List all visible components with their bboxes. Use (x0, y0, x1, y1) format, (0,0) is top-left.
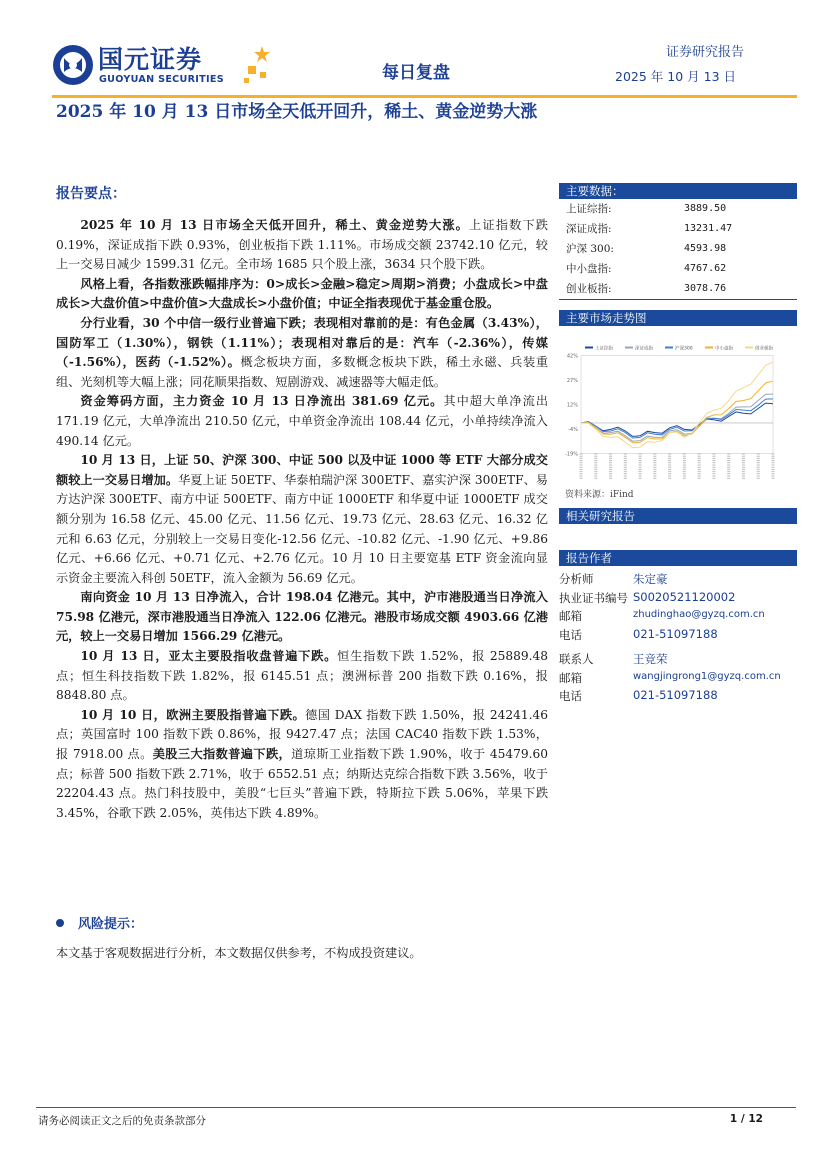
key-data-row: 深证成指: 13231.47 (566, 223, 733, 235)
key-data-heading: 主要数据： (559, 183, 797, 199)
paragraph-europe-us: 10 月 10 日，欧洲主要股指普遍下跌。德国 DAX 指数下跌 1.50%，报 24241.46 点；英国富时 100 指数下跌 0.86%，报 9427.47 点；法国 CAC40 指数下跌 1.53%，报 7918.00 点。美股三大指数普遍下跌，道琼斯工业指数下跌 1.90%，收于 45479.60 点；标普 500 指数下跌 2.71%，收于 6552.51 点；纳斯达克综合指数下跌 3.56%，收于 22204.43 点。热门科技股中，美股“七巨头”普遍下跌，特斯拉下跌 5.06%，苹果下跌 3.45%，谷歌下跌 2.05%，英伟达下跌 4.89%。 (56, 707, 548, 820)
page-header (0, 0, 826, 100)
key-data-row: 中小盘指: 4767.62 (566, 263, 727, 275)
paragraph-capital: 资金筹码方面，主力资金 10 月 13 日净流出 381.69 亿元。其中超大单净流出 171.19 亿元，大单净流出 210.50 亿元，中单资金净流出 108.44 亿元，小单持续净流入 490.14 亿元。 (56, 394, 549, 448)
authors-panel (559, 550, 797, 705)
bullet-icon (56, 919, 64, 927)
paragraph-apac: 10 月 13 日，亚太主要股指收盘普遍下跌。恒生指数下跌 1.52%，报 25889.48 点；恒生科技指数下跌 1.82%，报 6145.51 点；澳洲标普 200 指数下跌 0.16%，报 8848.80 点。 (56, 649, 548, 703)
paragraph-style: 风格上看，各指数涨跌幅排序为：0>成长>金融>稳定>周期>消费；小盘成长>中盘成长>大盘价值>中盘价值>大盘成长>小盘价值；中证全指表现优于基金重仓股。 (56, 276, 548, 311)
related-reports-panel (559, 508, 797, 524)
chart-y-tick: -4% (568, 427, 578, 433)
logo-mark-icon (52, 44, 94, 86)
market-chart-panel (559, 310, 797, 326)
chart-series-line (581, 381, 773, 443)
highlights-body (56, 216, 548, 823)
highlights-label: 报告要点： (56, 186, 126, 202)
contact-phone-row: 电话 021-51097188 (559, 688, 718, 703)
analyst-email-row: 邮箱 zhudinghao@gyzq.com.cn (559, 609, 765, 623)
chart-y-tick: 27% (566, 378, 578, 384)
report-type: 每日复盘 (382, 63, 450, 83)
header-divider (52, 95, 797, 98)
footer-disclaimer: 请务必阅读正文之后的免责条款部分 (38, 1115, 206, 1127)
license-row: 执业证书编号 S0020521120002 (559, 589, 736, 605)
page-number: 1 / 12 (729, 1113, 763, 1125)
risk-heading: 风险提示： (56, 913, 143, 932)
footer-divider (36, 1107, 796, 1108)
contact-email-link[interactable]: wangjingrong1@gyzq.com.cn (633, 670, 781, 682)
key-data-panel (559, 183, 797, 300)
paragraph-southbound: 南向资金 10 月 13 日净流入，合计 198.04 亿港元。其中，沪市港股通当日净流入 75.98 亿港元，深市港股通当日净流入 122.06 亿港元。港股市场成交额 4903.66 亿港元，较上一交易日增加 1566.29 亿港元。 (56, 590, 548, 644)
logo-text-en: GUOYUAN SECURITIES (99, 74, 224, 85)
key-data-row: 创业板指: 3078.76 (566, 283, 727, 295)
risk-text: 本文基于客观数据进行分析，本文数据仅供参考，不构成投资建议。 (56, 946, 422, 960)
analyst-email-link[interactable]: zhudinghao@gyzq.com.cn (633, 609, 765, 620)
key-data-row: 上证综指: 3889.50 (566, 203, 727, 215)
analyst-row: 分析师 朱定豪 (559, 572, 668, 586)
chart-y-tick: 12% (566, 402, 578, 409)
report-category: 证券研究报告 (665, 45, 744, 60)
chart-legend-label: 中小盘指 (715, 346, 733, 352)
chart-y-tick: 42% (566, 353, 578, 360)
chart-legend-label: 深证成指 (635, 346, 653, 352)
paragraph-etf: 10 月 13 日，上证 50、沪深 300、中证 500 以及中证 1000 等 ETF 大部分成交额较上一交易日增加。华夏上证 50ETF、华泰柏瑞沪深 300ETF、嘉实沪深 300ETF、易方达沪深 300ETF、南方中证 500ETF、南方中证 1000ETF 和华夏中证 1000ETF 成交额分别为 16.58 亿元、45.00 亿元、11.56 亿元、19.73 亿元、28.63 亿元、16.32 亿元和 6.63 亿元，分别较上一交易日变化-12.56 亿元、-10.82 亿元、-1.90 亿元、+9.86 亿元、+6.66 亿元、+0.71 亿元、+2.76 亿元。10 月 10 日主要宽基 ETF 资金流向显示资金主要流入科创 50ETF，流入金额为 56.69 亿元。 (56, 453, 548, 585)
chart-legend-label: 上证综指 (595, 346, 613, 352)
related-reports-heading: 相关研究报告 (559, 508, 797, 524)
key-data-row: 沪深 300: 4593.98 (566, 243, 727, 255)
paragraph-market: 2025 年 10 月 13 日市场全天低开回升，稀土、黄金逆势大涨。上证指数下跌 0.19%，深证成指下跌 0.93%，创业板指下跌 1.11%。市场成交额 23742.10 亿元，较上一交易日减少 1599.31 亿元。全市场 1685 只个股上涨，3634 只个股下跌。 (56, 218, 548, 272)
market-chart-heading: 主要市场走势图 (559, 310, 797, 326)
chart-plot-area (581, 356, 773, 454)
logo-stars-icon (240, 44, 280, 86)
analyst-phone-row: 电话 021-51097188 (559, 626, 718, 642)
chart-legend-label: 沪深300 (675, 346, 693, 352)
authors-heading: 报告作者 (559, 550, 797, 566)
key-data-table (559, 199, 797, 300)
company-logo (52, 44, 282, 90)
chart-series-line (581, 362, 773, 448)
paragraph-industry: 分行业看，30 个中信一级行业普遍下跌；表现相对靠前的是：有色金属（3.43%），国防军工（1.30%），钢铁（1.11%）；表现相对靠后的是：汽车（-2.36%），传媒（-1.56%），医药（-1.52%）。概念板块方面，多数概念板块下跌，稀土永磁、兵装重组、光刻机等大幅上涨；同花顺果指数、短剧游戏、减速器等大幅走低。 (56, 315, 549, 389)
report-date: 2025 年 10 月 13 日 (615, 69, 736, 84)
authors-list (559, 569, 797, 705)
contact-row: 联系人 王竞荣 (559, 652, 668, 666)
report-title: 2025 年 10 月 13 日市场全天低开回升，稀土、黄金逆势大涨 (56, 102, 538, 122)
chart-y-tick: -19% (565, 451, 578, 458)
contact-email-row: 邮箱 wangjingrong1@gyzq.com.cn (559, 670, 781, 685)
logo-text-cn: 国元证券 (98, 45, 203, 74)
chart-legend-label: 创业板指 (755, 346, 773, 352)
chart-source: 资料来源：iFind (565, 490, 634, 500)
